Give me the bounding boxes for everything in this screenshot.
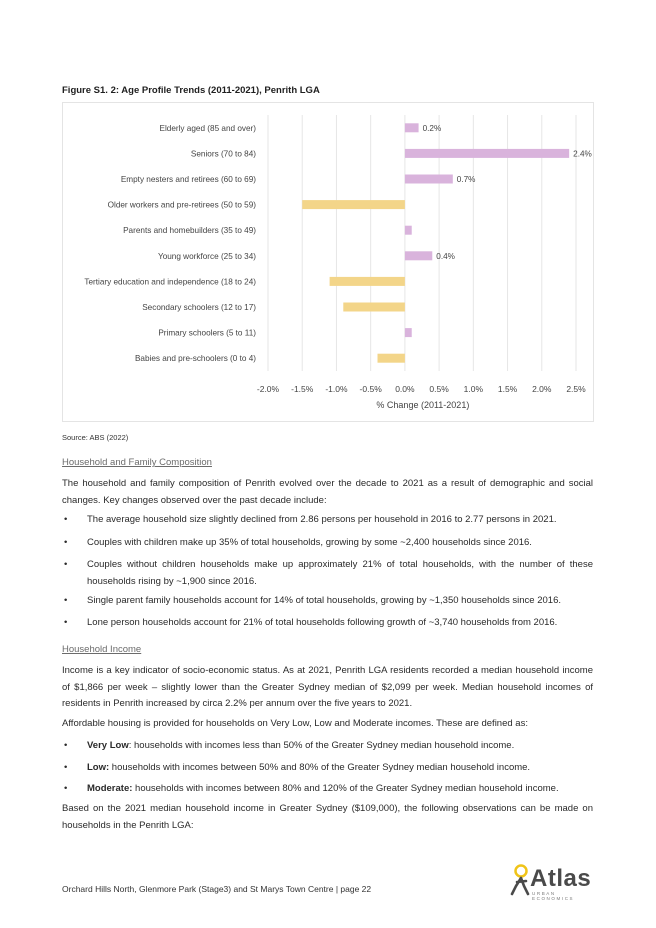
list-item: • Couples without children households make up approximately 21% of total households, with the number of these households rising by ~1,900 since 2016. [62, 557, 593, 590]
list-item [62, 781, 593, 798]
x-tick-label: -2.0% [256, 384, 280, 394]
category-label: Seniors (70 to 84) [190, 149, 256, 159]
x-tick-label: 1.5% [497, 384, 518, 394]
x-tick-label: 2.0% [532, 384, 552, 394]
affordable-paragraph: Affordable housing is provided for households on Very Low, Low and Moderate incomes. These are defined as: [62, 718, 528, 729]
figure-title: Figure S1. 2: Age Profile Trends (2011-2021), Penrith LGA [62, 85, 320, 96]
data-label: 0.2% [422, 123, 442, 133]
data-label: 0.4% [436, 251, 455, 261]
list-item [62, 760, 593, 777]
bar [405, 226, 412, 235]
data-label: 0.7% [456, 175, 476, 184]
category-label: Young workforce (25 to 34) [157, 251, 256, 261]
x-tick-label: -1.0% [325, 384, 348, 394]
def-moderate: households with incomes between 80% and 120% of the Greater Sydney median household income. [132, 783, 559, 794]
category-label: Tertiary education and independence (18 to 24) [84, 277, 256, 287]
category-label: Empty nesters and retirees (60 to 69) [120, 175, 256, 184]
source-note: Source: ABS (2022) [62, 433, 129, 442]
x-tick-label: -0.5% [359, 384, 382, 394]
category-label: Primary schoolers (5 to 11) [158, 328, 256, 338]
bar [302, 200, 405, 209]
bar [405, 149, 569, 158]
bar [343, 303, 405, 312]
bar [378, 354, 405, 363]
def-low: households with incomes between 50% and 80% of the Greater Sydney median household income. [109, 762, 531, 773]
bar [405, 328, 412, 337]
atlas-logo [508, 864, 598, 901]
atlas-figure-icon [508, 864, 532, 896]
x-tick-label: 1.0% [463, 384, 484, 394]
category-label: Babies and pre-schoolers (0 to 4) [134, 354, 256, 364]
x-tick-label: -1.5% [291, 384, 314, 394]
bar [405, 251, 432, 260]
observations-paragraph: Based on the 2021 median household income in Greater Sydney ($109,000), the following observations can be made on households in the Penrith LGA: [62, 803, 593, 831]
category-label: Secondary schoolers (12 to 17) [142, 303, 256, 312]
heading-household-family: Household and Family Composition [62, 457, 212, 468]
logo-tagline: URBAN ECONOMICS [532, 891, 575, 901]
age-profile-chart [62, 102, 594, 422]
list-item [62, 738, 593, 755]
income-paragraph: Income is a key indicator of socio-economic status. As at 2021, Penrith LGA residents recorded a median household income of $1,866 per week – slightly lower than the Greater Sydney median of $2,099 per week. Median household incomes of residents in Penrith increased by circa 2.2% per annum over the five years to 2021. [62, 665, 593, 709]
def-very-low: : households with incomes less than 50% of the Greater Sydney median household income. [128, 740, 515, 751]
household-intro: The household and family composition of Penrith evolved over the decade to 2021 as a result of demographic and social changes. Key changes observed over the past decade include: [62, 478, 593, 506]
list-item: • The average household size slightly declined from 2.86 persons per household in 2016 to 2.77 persons in 2021. [62, 512, 593, 529]
list-item: • Single parent family households account for 14% of total households, growing by ~1,350 households since 2016. [62, 593, 593, 610]
list-item: • Couples with children make up 35% of total households, growing by some ~2,400 households since 2016. [62, 535, 593, 552]
category-label: Older workers and pre-retirees (50 to 59) [107, 200, 256, 210]
x-axis-title: % Change (2011-2021) [376, 400, 470, 410]
data-label: 2.4% [573, 149, 592, 159]
x-tick-label: 0.5% [429, 384, 449, 394]
term-low: Low: [87, 762, 110, 773]
heading-household-income: Household Income [62, 644, 142, 655]
bar [405, 175, 453, 184]
category-label: Parents and homebuilders (35 to 49) [123, 226, 256, 236]
x-tick-label: 2.5% [566, 384, 586, 394]
term-very-low: Very Low [87, 740, 129, 751]
category-label: Elderly aged (85 and over) [159, 123, 256, 133]
bar [405, 123, 419, 132]
list-item: • Lone person households account for 21% of total households following growth of ~3,740 households from 2016. [62, 615, 593, 632]
chart-svg [63, 103, 593, 421]
page-footer: Orchard Hills North, Glenmore Park (Stage3) and St Marys Town Centre | page 22 [62, 884, 372, 894]
x-tick-label: 0.0% [395, 384, 415, 394]
bar [330, 277, 405, 286]
term-moderate: Moderate: [87, 783, 133, 794]
logo-wordmark: Atlas [530, 865, 592, 892]
